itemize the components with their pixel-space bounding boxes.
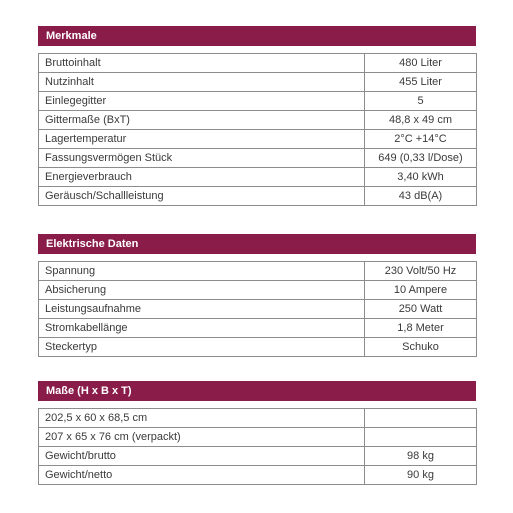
table-row xyxy=(39,111,477,130)
row-label: Einlegegitter xyxy=(39,92,365,111)
row-value: 3,40 kWh xyxy=(365,168,477,187)
merkmale-table xyxy=(38,53,477,206)
section-elektrische-daten xyxy=(38,234,476,357)
table-row xyxy=(39,187,477,206)
row-value: 48,8 x 49 cm xyxy=(365,111,477,130)
table-row xyxy=(39,73,477,92)
section-masse xyxy=(38,381,476,485)
row-value: 43 dB(A) xyxy=(365,187,477,206)
row-value: 250 Watt xyxy=(365,300,477,319)
row-label: Absicherung xyxy=(39,281,365,300)
row-label: Gewicht/brutto xyxy=(39,447,365,466)
section-header-masse: Maße (H x B x T) xyxy=(38,381,476,401)
row-label: Leistungsaufnahme xyxy=(39,300,365,319)
row-value: 1,8 Meter xyxy=(365,319,477,338)
row-value: Schuko xyxy=(365,338,477,357)
masse-table xyxy=(38,408,477,485)
row-value: 5 xyxy=(365,92,477,111)
row-label: Nutzinhalt xyxy=(39,73,365,92)
row-label: Steckertyp xyxy=(39,338,365,357)
row-label: Fassungsvermögen Stück xyxy=(39,149,365,168)
row-value: 455 Liter xyxy=(365,73,477,92)
row-value: 10 Ampere xyxy=(365,281,477,300)
row-label: Gittermaße (BxT) xyxy=(39,111,365,130)
table-row xyxy=(39,168,477,187)
table-row xyxy=(39,447,477,466)
table-row xyxy=(39,338,477,357)
table-row xyxy=(39,300,477,319)
row-value xyxy=(365,428,477,447)
row-label: 207 x 65 x 76 cm (verpackt) xyxy=(39,428,365,447)
section-header-merkmale: Merkmale xyxy=(38,26,476,46)
row-value: 98 kg xyxy=(365,447,477,466)
elektrische-daten-table xyxy=(38,261,477,357)
row-label: Stromkabellänge xyxy=(39,319,365,338)
table-row xyxy=(39,409,477,428)
row-value xyxy=(365,409,477,428)
table-row xyxy=(39,54,477,73)
section-header-elektrische-daten: Elektrische Daten xyxy=(38,234,476,254)
table-row xyxy=(39,466,477,485)
table-row xyxy=(39,92,477,111)
row-label: Gewicht/netto xyxy=(39,466,365,485)
row-label: Spannung xyxy=(39,262,365,281)
row-label: Energieverbrauch xyxy=(39,168,365,187)
row-value: 230 Volt/50 Hz xyxy=(365,262,477,281)
row-value: 649 (0,33 l/Dose) xyxy=(365,149,477,168)
row-value: 90 kg xyxy=(365,466,477,485)
table-row xyxy=(39,319,477,338)
table-row xyxy=(39,149,477,168)
row-label: 202,5 x 60 x 68,5 cm xyxy=(39,409,365,428)
row-label: Bruttoinhalt xyxy=(39,54,365,73)
section-merkmale xyxy=(38,26,476,206)
row-label: Geräusch/Schallleistung xyxy=(39,187,365,206)
table-row xyxy=(39,281,477,300)
row-label: Lagertemperatur xyxy=(39,130,365,149)
row-value: 2°C +14°C xyxy=(365,130,477,149)
table-row xyxy=(39,130,477,149)
table-row xyxy=(39,262,477,281)
row-value: 480 Liter xyxy=(365,54,477,73)
table-row xyxy=(39,428,477,447)
